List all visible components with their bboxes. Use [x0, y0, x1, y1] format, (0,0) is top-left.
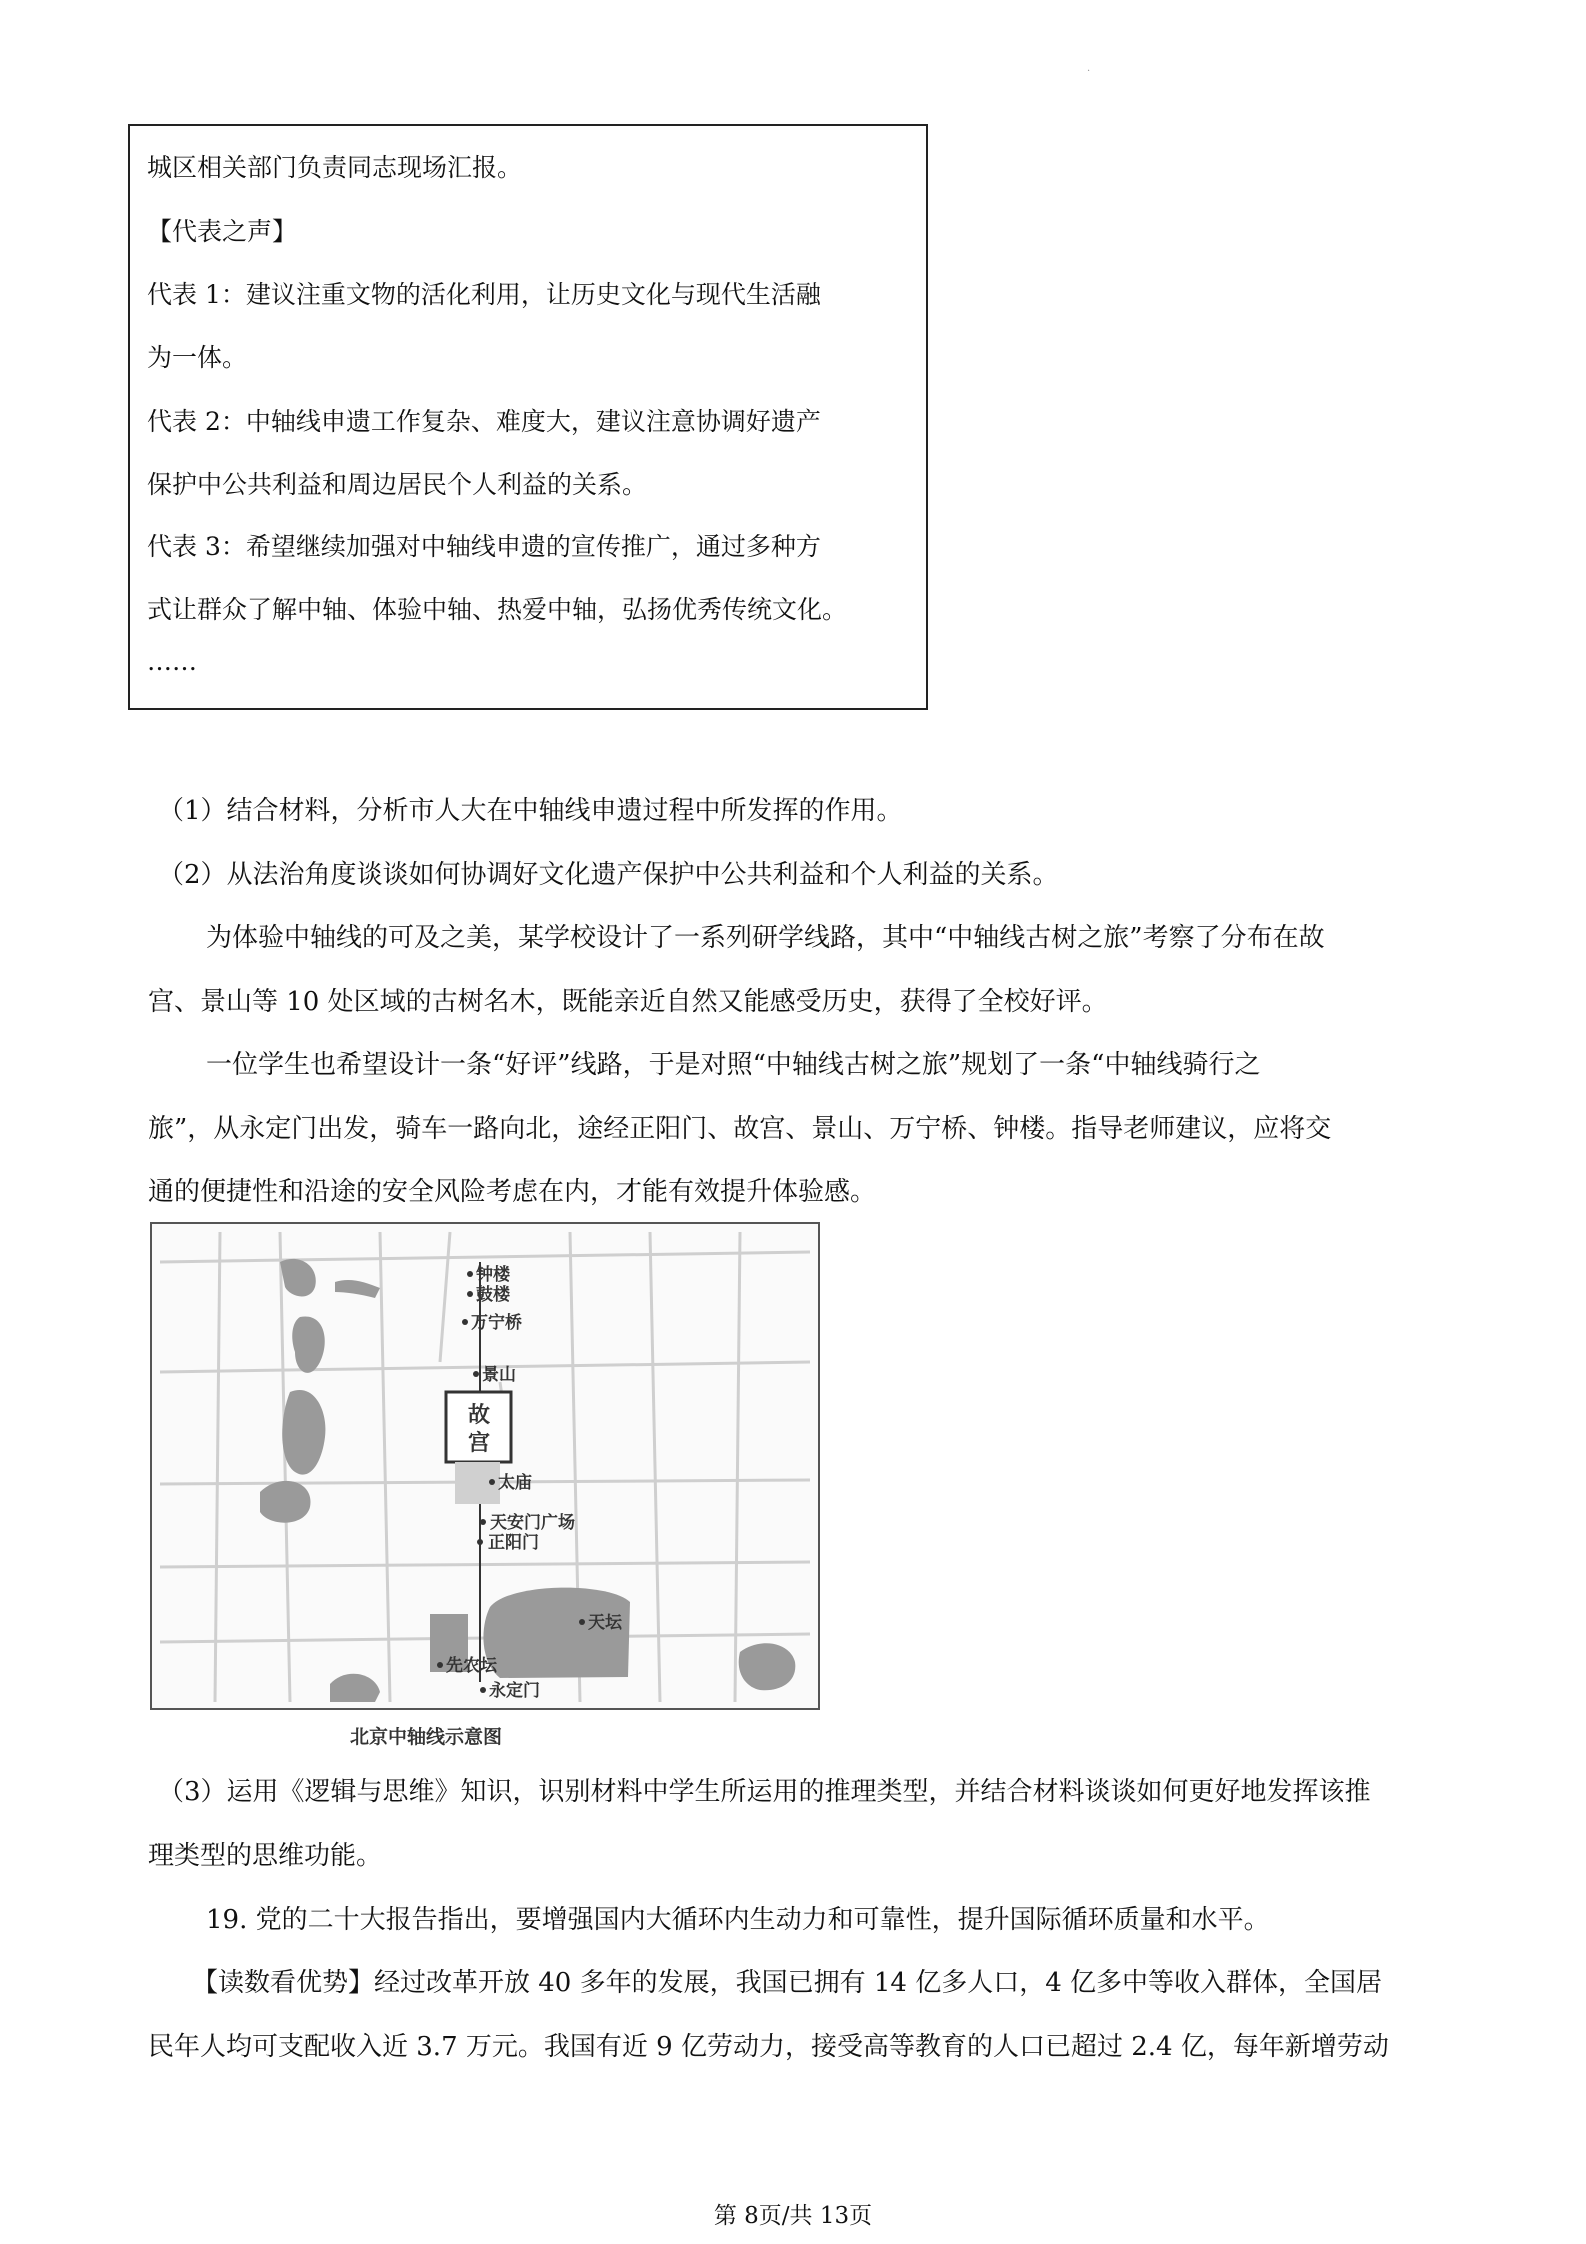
box-line-4: 为一体。 — [147, 343, 248, 372]
box-line-5: 代表 2：中轴线申遗工作复杂、难度大，建议注意协调好遗产 — [147, 407, 821, 436]
question-3-line-1: （3）运用《逻辑与思维》知识，识别材料中学生所运用的推理类型，并结合材料谈谈如何更好地发挥该推 — [158, 1777, 1371, 1807]
page-mark: · — [1087, 66, 1091, 77]
question-19-para-line-2: 民年人均可支配收入近 3.7 万元。我国有近 9 亿劳动力，接受高等教育的人口已超过 2.4 亿，每年新增劳动 — [148, 2032, 1389, 2062]
question-2: （2）从法治角度谈谈如何协调好文化遗产保护中公共利益和个人利益的关系。 — [158, 860, 1059, 890]
box-line-1: 城区相关部门负责同志现场汇报。 — [147, 153, 523, 182]
label-gulou: 鼓楼 — [476, 1285, 510, 1305]
question-3-line-2: 理类型的思维功能。 — [148, 1841, 383, 1871]
label-tiantan: 天坛 — [588, 1613, 622, 1633]
paragraph-2-line-3: 通的便捷性和沿途的安全风险考虑在内，才能有效提升体验感。 — [148, 1177, 877, 1207]
box-line-8: 式让群众了解中轴、体验中轴、热爱中轴，弘扬优秀传统文化。 — [147, 595, 848, 624]
paragraph-2-line-2: 旅”，从永定门出发，骑车一路向北，途经正阳门、故宫、景山、万宁桥、钟楼。指导老师建议，应将交 — [148, 1114, 1332, 1144]
box-line-9: …… — [147, 647, 197, 676]
map-caption: 北京中轴线示意图 — [350, 1726, 503, 1748]
label-zhonglou: 钟楼 — [476, 1265, 510, 1285]
box-line-3: 代表 1：建议注重文物的活化利用，让历史文化与现代生活融 — [147, 280, 821, 309]
box-line-6: 保护中公共利益和周边居民个人利益的关系。 — [147, 470, 648, 499]
box-line-2: 【代表之声】 — [147, 217, 298, 246]
paragraph-1-line-1: 为体验中轴线的可及之美，某学校设计了一系列研学线路，其中“中轴线古树之旅”考察了分布在故 — [206, 923, 1325, 953]
page-footer: 第 8页/共 13页 — [713, 2203, 873, 2229]
label-jingshan: 景山 — [482, 1365, 516, 1385]
label-gugong-2: 宫 — [468, 1431, 491, 1456]
label-zhengyangmen: 正阳门 — [488, 1533, 539, 1553]
label-xiannongtan: 先农坛 — [446, 1656, 497, 1676]
box-line-7: 代表 3：希望继续加强对中轴线申遗的宣传推广，通过多种方 — [147, 532, 821, 561]
label-tiananmen: 天安门广场 — [490, 1513, 575, 1533]
question-1: （1）结合材料，分析市人大在中轴线申遗过程中所发挥的作用。 — [158, 796, 903, 826]
question-19-para-line-1: 【读数看优势】经过改革开放 40 多年的发展，我国已拥有 14 亿多人口，4 亿多中等收入群体，全国居 — [192, 1968, 1383, 1998]
paragraph-2-line-1: 一位学生也希望设计一条“好评”线路，于是对照“中轴线古树之旅”规划了一条“中轴线骑行之 — [206, 1050, 1261, 1080]
paragraph-1-line-2: 宫、景山等 10 处区域的古树名木，既能亲近自然又能感受历史，获得了全校好评。 — [148, 987, 1108, 1017]
label-gugong-1: 故 — [468, 1403, 491, 1428]
question-19: 19. 党的二十大报告指出，要增强国内大循环内生动力和可靠性，提升国际循环质量和水平。 — [206, 1905, 1270, 1935]
label-wanningqiao: 万宁桥 — [471, 1313, 522, 1333]
beijing-axis-map — [150, 1222, 820, 1710]
label-yongdingmen: 永定门 — [489, 1681, 540, 1701]
label-taimiao: 太庙 — [498, 1473, 532, 1493]
